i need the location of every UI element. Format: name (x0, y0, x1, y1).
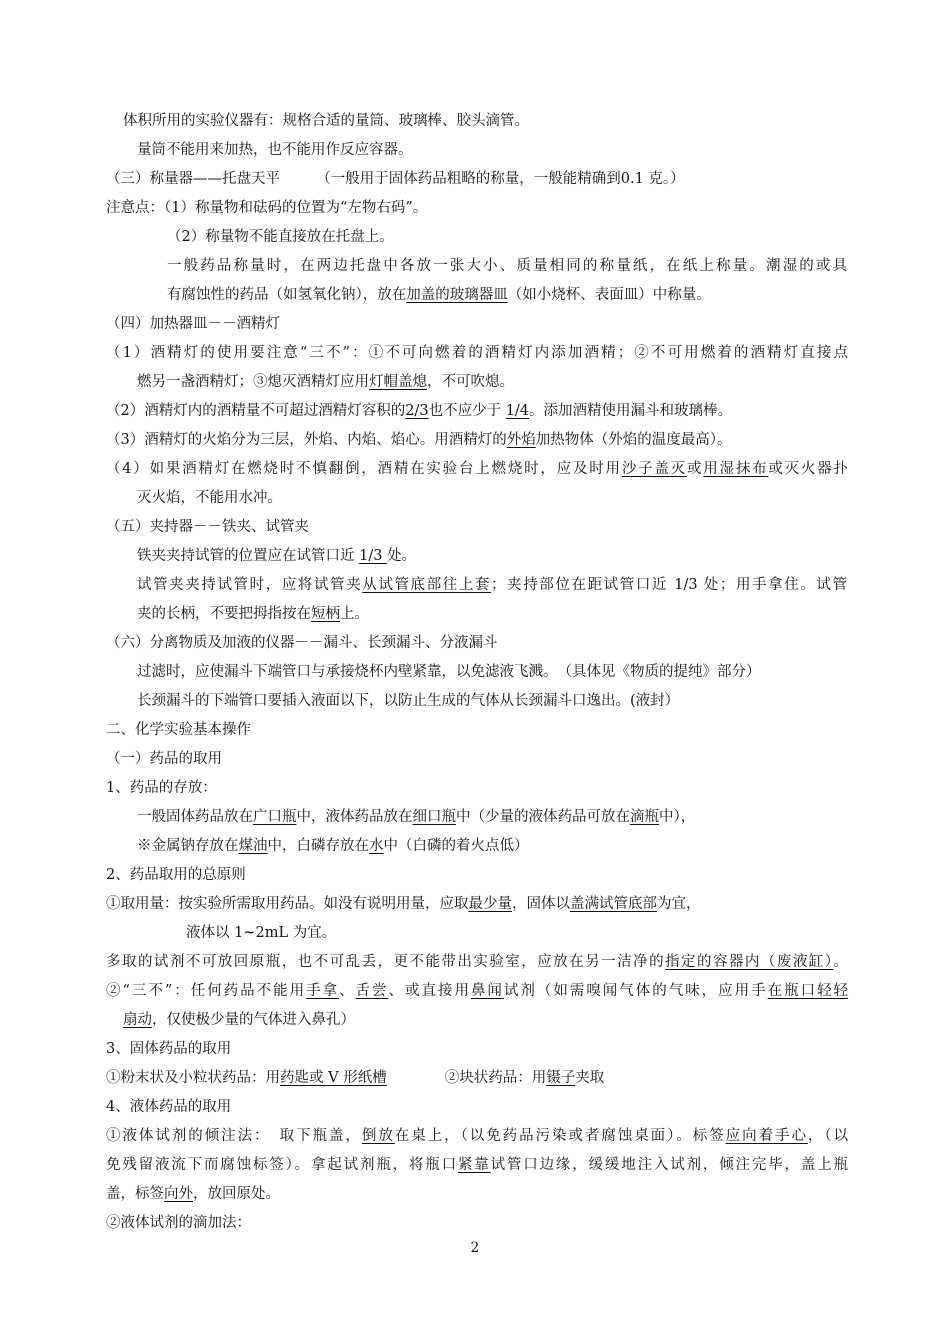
underlined-term: 从试管底部往上套 (362, 577, 492, 593)
text-segment: 也不应少于 (428, 403, 506, 419)
text-segment: 体积所用的实验仪器有：规格合适的量筒、玻璃棒、胶头滴管。 (123, 113, 529, 129)
text-line (106, 982, 848, 1000)
text-line (186, 924, 336, 942)
text-segment: ※金属钠存放在 (137, 838, 239, 854)
text-line (167, 257, 847, 275)
text-line (106, 1127, 848, 1145)
underlined-term: 广口瓶 (253, 809, 297, 825)
text-segment: 中，白磷存放在 (267, 838, 369, 854)
text-line (106, 1069, 604, 1087)
text-line (137, 547, 416, 565)
text-segment: （2）酒精灯内的酒精量不可超过酒精灯容积的 (106, 403, 406, 419)
text-segment: 夹的长柄，不要把拇指按在 (137, 606, 311, 622)
text-segment: 、 (339, 983, 356, 999)
underlined-term: 向外 (164, 1186, 193, 1202)
text-segment: （1）酒精灯的使用要注意“三不”：①不可向燃着的酒精灯内添加酒精；②不可用燃着的酒精灯直接点 (106, 345, 848, 361)
text-segment: ，（以 (807, 1128, 849, 1144)
text-segment: ，不可吹熄。 (427, 374, 514, 390)
text-segment: ②“三不”：任何药品不能用 (106, 983, 307, 999)
text-segment: 4、液体药品的取用 (106, 1099, 232, 1115)
text-line (137, 489, 282, 507)
underlined-term: 沙子盖灭 (621, 461, 687, 477)
text-segment: 中）， (659, 809, 696, 825)
underlined-term: 1/3 (359, 548, 388, 564)
text-segment: （五）夹持器－－铁夹、试管夹 (106, 519, 309, 535)
text-segment: 夹取 (575, 1070, 605, 1086)
underlined-term: 紧靠 (457, 1157, 491, 1173)
text-segment: ②块状药品：用 (386, 1070, 547, 1086)
text-segment: 为宜， (657, 896, 701, 912)
text-segment: 灭火焰，不能用水冲。 (137, 490, 282, 506)
text-segment: 一般药品称量时，在两边托盘中各放一张大小、质量相同的称量纸，在纸上称量。潮湿的或具 (167, 258, 847, 274)
text-segment: 中，液体药品放在 (296, 809, 413, 825)
text-segment: 一般固体药品放在 (137, 809, 253, 825)
text-segment: 处。 (387, 548, 417, 564)
text-segment: 多取的试剂不可放回原瓶，也不可乱丢，更不能带出实验室，应放在另一洁净的 (106, 954, 666, 970)
text-line (106, 1098, 231, 1116)
underlined-term: 短柄 (311, 606, 340, 622)
underlined-term: 指定的容器内（废液缸） (665, 954, 834, 970)
text-segment: 铁夹夹持试管的位置应在试管口近 (137, 548, 360, 564)
underlined-term: 在瓶口轻轻 (767, 983, 849, 999)
text-segment: 量筒不能用来加热，也不能用作反应容器。 (137, 142, 413, 158)
text-segment: 试管口边缘，缓缓地注入试剂，倾注完毕，盖上瓶 (490, 1157, 849, 1173)
text-segment: ①液体试剂的倾注法： 取下瓶盖， (106, 1128, 362, 1144)
text-line (106, 779, 217, 797)
text-segment: 加热物体（外焰的温度最高）。 (535, 432, 732, 448)
text-line (106, 634, 498, 652)
underlined-term: 煤油 (238, 838, 268, 854)
text-segment: ①粉末状及小粒状药品：用 (106, 1070, 280, 1086)
text-line (137, 141, 413, 159)
text-segment: ②液体试剂的滴加法： (106, 1215, 251, 1231)
text-segment: 上。 (340, 606, 369, 622)
text-segment: 。添加酒精使用漏斗和玻璃棒。 (529, 403, 733, 419)
text-line (106, 895, 701, 913)
text-segment: 有腐蚀性的药品（如氢氧化钠），放在 (167, 287, 407, 303)
text-line (106, 1040, 231, 1058)
text-line (167, 286, 711, 304)
page-number: 2 (470, 1240, 480, 1256)
text-segment: 中（少量的液体药品可放在 (456, 809, 630, 825)
text-segment: （4）如果酒精灯在燃烧时不慎翻倒，酒精在实验台上燃烧时，应及时用 (106, 461, 622, 477)
text-line (137, 605, 369, 623)
text-segment: （六）分离物质及加液的仪器－－漏斗、长颈漏斗、分液漏斗 (106, 635, 498, 651)
text-line (106, 170, 685, 188)
text-line (106, 431, 731, 449)
text-segment: 燃另一盏酒精灯；③熄灭酒精灯应用 (137, 374, 369, 390)
underlined-term: 应向着手心 (725, 1128, 808, 1144)
text-segment: 过滤时，应使漏斗下端管口与承接烧杯内壁紧靠，以免滤液飞溅。 （具体见《物质的提纯》部分） (137, 664, 761, 680)
text-segment: 试管夹夹持试管时，应将试管夹 (137, 577, 363, 593)
underlined-term: 用湿抹布 (703, 461, 769, 477)
text-line (106, 518, 309, 536)
text-line (106, 199, 427, 217)
text-segment: （2）称量物不能直接放在托盘上。 (167, 229, 394, 245)
underlined-term: 舌尝 (355, 983, 389, 999)
underlined-term: 外焰 (506, 432, 536, 448)
text-line (123, 112, 529, 130)
text-line (137, 663, 761, 681)
text-segment: （四）加热器皿－－酒精灯 (106, 316, 280, 332)
text-line (137, 692, 679, 710)
text-line (137, 576, 847, 594)
text-line (106, 953, 848, 971)
text-segment: 液体以 1~2mL 为宜。 (186, 925, 337, 941)
underlined-term: 细口瓶 (412, 809, 456, 825)
underlined-term: 鼻闻 (470, 983, 504, 999)
underlined-term: 镊子 (546, 1070, 576, 1086)
text-segment: 。 (833, 954, 848, 970)
text-segment: 长颈漏斗的下端管口要插入液面以下，以防止生成的气体从长颈漏斗口逸出。(液封） (137, 693, 680, 709)
text-segment: 或灭火器扑 (768, 461, 849, 477)
text-segment: 二、化学实验基本操作 (106, 722, 251, 738)
text-segment: 、或直接用 (388, 983, 471, 999)
text-line (137, 808, 695, 826)
underlined-term: 加盖的玻璃器皿 (406, 287, 508, 303)
text-segment: ，固体以 (512, 896, 570, 912)
text-segment: 盖，标签 (106, 1186, 164, 1202)
text-line (106, 750, 222, 768)
text-line (106, 402, 732, 420)
text-line (137, 373, 514, 391)
underlined-term: 最少量 (468, 896, 512, 912)
text-segment: （如小烧杯、表面皿）中称量。 (507, 287, 711, 303)
text-segment: 或 (686, 461, 704, 477)
text-segment: ，仅使极少量的气体进入鼻孔） (152, 1012, 355, 1028)
text-line (106, 1185, 280, 1203)
text-segment: 中（白磷的着火点低） (383, 838, 529, 854)
text-segment: 在桌上，（以免药品污染或者腐蚀桌面）。标签 (394, 1128, 726, 1144)
text-segment: 试剂（如需嗅闻气体的气味，应用手 (503, 983, 768, 999)
text-line (167, 228, 394, 246)
text-segment: 2、药品取用的总原则 (106, 867, 246, 883)
text-segment: 注意点：（1）称量物和砝码的位置为“左物右码”。 (106, 200, 428, 216)
text-segment: ①取用量：按实验所需取用药品。如没有说明用量，应取 (106, 896, 469, 912)
text-segment: （3）酒精灯的火焰分为三层，外焰、内焰、焰心。用酒精灯的 (106, 432, 507, 448)
underlined-term: 2/3 (405, 403, 429, 419)
text-line (106, 1156, 848, 1174)
underlined-term: 扇动 (123, 1012, 152, 1028)
underlined-term: 灯帽盖熄 (369, 374, 427, 390)
text-line (106, 344, 848, 362)
text-line (137, 837, 529, 855)
text-segment: ，放回原处。 (193, 1186, 280, 1202)
underlined-term: 1/4 (505, 403, 530, 419)
underlined-term: 手拿 (306, 983, 340, 999)
text-line (123, 1011, 355, 1029)
text-segment: ；夹持部位在距试管口近 1/3 处；用手拿住。试管 (491, 577, 847, 593)
underlined-term: 倒放 (361, 1128, 395, 1144)
text-line (106, 460, 848, 478)
underlined-term: 盖满试管底部 (570, 896, 657, 912)
text-segment: （一）药品的取用 (106, 751, 222, 767)
underlined-term: 滴瓶 (630, 809, 659, 825)
underlined-term: 水 (369, 838, 384, 854)
text-line (106, 866, 246, 884)
text-segment: 1、药品的存放： (106, 780, 217, 796)
text-segment: （三）称量器——托盘天平 （一般用于固体药品粗略的称量，一般能精确到0.1 克。） (106, 171, 685, 187)
text-segment: 免残留液流下而腐蚀标签）。拿起试剂瓶，将瓶口 (106, 1157, 458, 1173)
text-line (106, 721, 251, 739)
text-line (106, 315, 280, 333)
text-segment: 3、固体药品的取用 (106, 1041, 232, 1057)
text-line (106, 1214, 251, 1232)
underlined-term: 药匙或 V 形纸槽 (280, 1070, 387, 1086)
